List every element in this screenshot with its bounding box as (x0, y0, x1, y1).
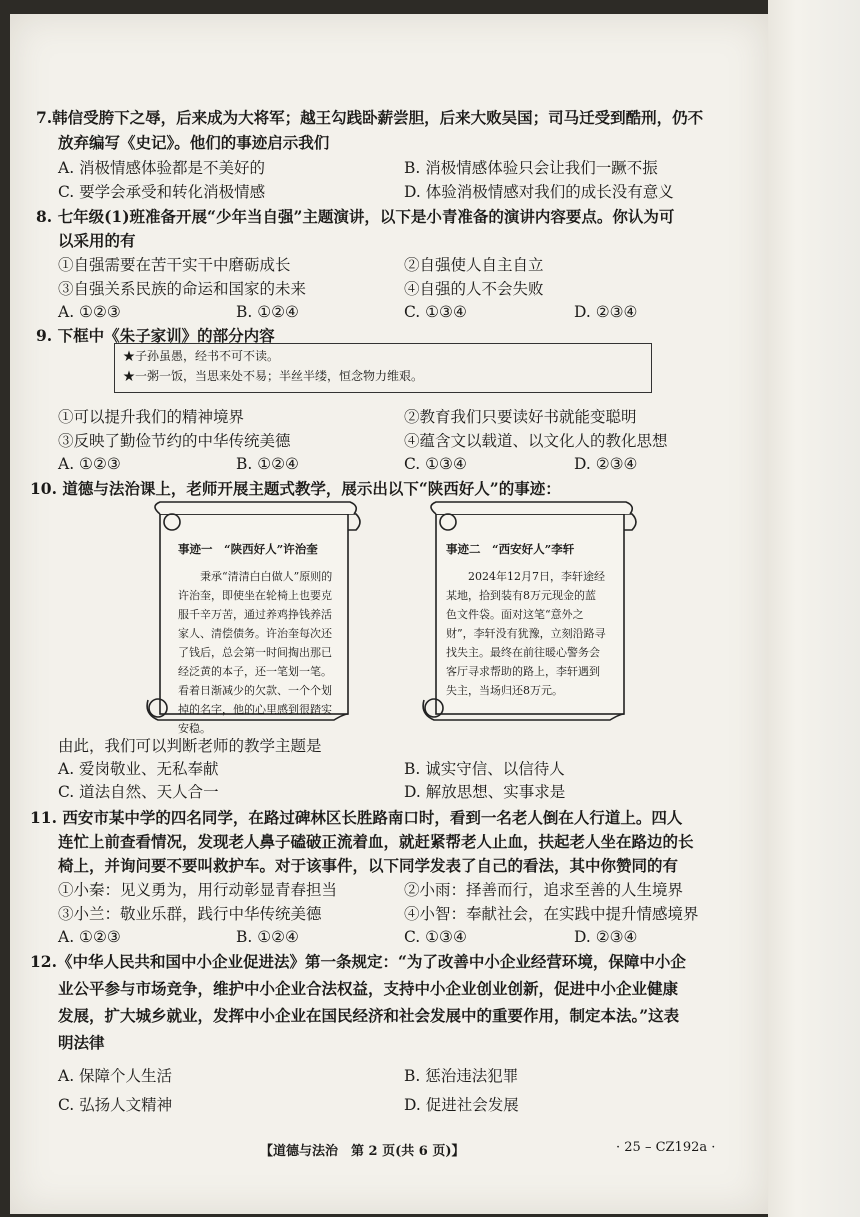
q8-stem-line1: 8. 七年级(1)班准备开展“少年当自强”主题演讲，以下是小青准备的演讲内容要点。你认为可 (36, 207, 675, 226)
q10-story2-title: 事迹二 “西安好人”李轩 (446, 542, 575, 556)
q9-statement-1: ①可以提升我们的精神境界 (58, 408, 245, 426)
q8-statement-3: ③自强关系民族的命运和国家的未来 (58, 280, 307, 298)
q7-option-b: B. 消极情感体验只会让我们一蹶不振 (404, 159, 658, 177)
q8-option-d: D. ②③④ (574, 303, 638, 321)
page-footer: 【道德与法治 第 2 页(共 6 页)】 (260, 1144, 465, 1159)
q10-option-a: A. 爱岗敬业、无私奉献 (58, 760, 219, 778)
q12-stem-line1: 12.《中华人民共和国中小企业促进法》第一条规定：“为了改善中小企业经营环境，保障中小企 (30, 952, 686, 971)
q7-option-c: C. 要学会承受和转化消极情感 (58, 183, 266, 201)
q11-statement-1: ①小秦：见义勇为，用行动彰显青春担当 (58, 881, 338, 899)
q9-stem: 9. 下框中《朱子家训》的部分内容 (36, 326, 275, 345)
q8-statement-2: ②自强使人自主自立 (404, 256, 544, 274)
q10-story2 (446, 540, 606, 700)
q8-stem-line2: 以采用的有 (58, 231, 136, 250)
q9-quote-line2: ★一粥一饭，当思来处不易；半丝半缕，恒念物力维艰。 (123, 369, 424, 383)
q10-option-d: D. 解放思想、实事求是 (404, 783, 566, 801)
q7-stem-line1: 7.韩信受胯下之辱，后来成为大将军；越王勾践卧薪尝胆，后来大败吴国；司马迁受到酷刑，仍不 (36, 108, 704, 127)
q8-option-a: A. ①②③ (58, 303, 121, 321)
q9-quote-line1: ★子孙虽愚，经书不可不读。 (123, 349, 280, 363)
q9-option-d: D. ②③④ (574, 455, 638, 473)
q8-statement-4: ④自强的人不会失败 (404, 280, 544, 298)
q11-statement-2: ②小雨：择善而行，追求至善的人生境界 (404, 881, 684, 899)
q10-stem-line2: 由此，我们可以判断老师的教学主题是 (58, 737, 322, 755)
page-edge (768, 0, 860, 1217)
q12-stem-line4: 明法律 (58, 1033, 105, 1052)
q11-option-a: A. ①②③ (58, 928, 121, 946)
q8-option-c: C. ①③④ (404, 303, 467, 321)
q9-statement-4: ④蕴含文以载道、以文化人的教化思想 (404, 432, 668, 450)
q9-option-a: A. ①②③ (58, 455, 121, 473)
q9-option-b: B. ①②④ (236, 455, 299, 473)
q8-option-b: B. ①②④ (236, 303, 299, 321)
q11-option-b: B. ①②④ (236, 928, 299, 946)
q11-stem-line2: 连忙上前查看情况，发现老人鼻子磕破正流着血，就赶紧帮老人止血，扶起老人坐在路边的长 (58, 832, 694, 851)
q12-option-a: A. 保障个人生活 (58, 1067, 173, 1085)
q12-option-b: B. 惩治违法犯罪 (404, 1067, 519, 1085)
q10-story1 (178, 540, 340, 738)
exam-code: · 25 – CZ192a · (616, 1140, 716, 1155)
q9-quote-box (114, 343, 652, 393)
q11-stem-line1: 11. 西安市某中学的四名同学，在路过碑林区长胜路南口时，看到一名老人倒在人行道上。四人 (30, 808, 683, 827)
q11-option-c: C. ①③④ (404, 928, 467, 946)
q12-stem-line2: 业公平参与市场竞争，维护中小企业合法权益，支持中小企业创业创新，促进中小企业健康 (58, 979, 679, 998)
q9-statement-2: ②教育我们只要读好书就能变聪明 (404, 408, 637, 426)
q12-option-d: D. 促进社会发展 (404, 1096, 519, 1114)
q12-stem-line3: 发展，扩大城乡就业，发挥中小企业在国民经济和社会发展中的重要作用，制定本法。”这表 (58, 1006, 680, 1025)
q11-stem-line3: 椅上，并询问要不要叫救护车。对于该事件，以下同学发表了自己的看法，其中你赞同的有 (58, 856, 679, 875)
q7-option-d: D. 体验消极情感对我们的成长没有意义 (404, 183, 674, 201)
q7-stem-line2: 放弃编写《史记》。他们的事迹启示我们 (58, 133, 330, 152)
q9-option-c: C. ①③④ (404, 455, 467, 473)
q11-option-d: D. ②③④ (574, 928, 638, 946)
q10-story2-body: 2024年12月7日，李轩途经某地，拾到装有8万元现金的蓝色文件袋。面对这笔“意外之财”，李轩没有犹豫，立刻沿路寻找失主。最终在前往暖心警务会客厅寻求帮助的路上，李轩遇到失主，当场归还8万元。 (446, 570, 606, 697)
q11-statement-4: ④小智：奉献社会，在实践中提升情感境界 (404, 905, 699, 923)
q12-option-c: C. 弘扬人文精神 (58, 1096, 173, 1114)
q10-stem: 10. 道德与法治课上，老师开展主题式教学，展示出以下“陕西好人”的事迹： (30, 479, 561, 498)
q11-statement-3: ③小兰：敬业乐群，践行中华传统美德 (58, 905, 322, 923)
q10-option-b: B. 诚实守信、以信待人 (404, 760, 565, 778)
q7-option-a: A. 消极情感体验都是不美好的 (58, 159, 266, 177)
q9-statement-3: ③反映了勤俭节约的中华传统美德 (58, 432, 291, 450)
q10-option-c: C. 道法自然、天人合一 (58, 783, 219, 801)
q10-story1-title: 事迹一 “陕西好人”许治奎 (178, 542, 318, 556)
q10-story1-body: 秉承“清清白白做人”原则的许治奎，即使坐在轮椅上也要克服千辛万苦，通过养鸡挣钱养活家人、清偿债务。许治奎每次还了钱后，总会第一时间掏出那已经泛黄的本子，还一笔划一笔。看着日渐减少的欠款、一个个划掉的名字，他的心里感到很踏实安稳。 (178, 570, 333, 735)
q8-statement-1: ①自强需要在苦干实干中磨砺成长 (58, 256, 291, 274)
